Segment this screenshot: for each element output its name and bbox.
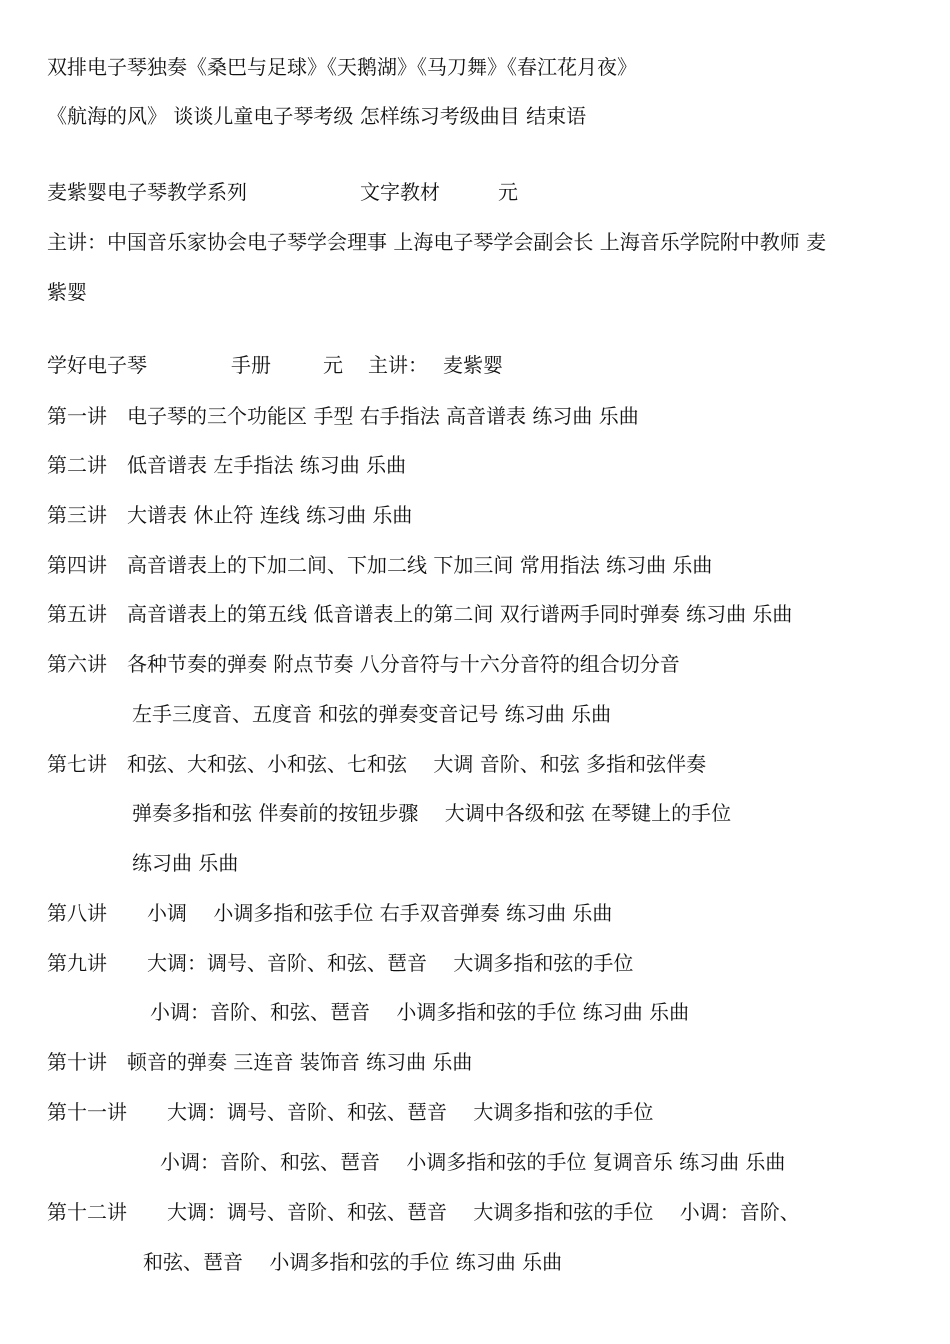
- series-price-unit: 元: [498, 180, 518, 204]
- lecture-12-line-1: 第十二讲 大调：调号、音阶、和弦、琶音 大调多指和弦的手位 小调：音阶、: [47, 1200, 800, 1224]
- intro-line-2: 《航海的风》 谈谈儿童电子琴考级 怎样练习考级曲目 结束语: [47, 104, 587, 128]
- lecture-3: 第三讲 大谱表 休止符 连线 练习曲 乐曲: [47, 503, 413, 527]
- lecture-7-line-3: 练习曲 乐曲: [132, 851, 239, 875]
- book-heading: [47, 351, 503, 379]
- series-heading: [47, 178, 518, 206]
- lecture-2: 第二讲 低音谱表 左手指法 练习曲 乐曲: [47, 453, 407, 477]
- lecture-10: 第十讲 顿音的弹奏 三连音 装饰音 练习曲 乐曲: [47, 1050, 473, 1074]
- intro-line-1: 双排电子琴独奏《桑巴与足球》《天鹅湖》《马刀舞》《春江花月夜》: [47, 55, 637, 79]
- series-lecturer-line-1: 主讲：中国音乐家协会电子琴学会理事 上海电子琴学会副会长 上海音乐学院附中教师 麦: [47, 230, 827, 254]
- lecture-6-line-1: 第六讲 各种节奏的弹奏 附点节奏 八分音符与十六分音符的组合切分音: [47, 652, 680, 676]
- lecture-5: 第五讲 高音谱表上的第五线 低音谱表上的第二间 双行谱两手同时弹奏 练习曲 乐曲: [47, 602, 793, 626]
- lecture-11-line-2: 小调：音阶、和弦、琶音 小调多指和弦的手位 复调音乐 练习曲 乐曲: [160, 1150, 786, 1174]
- lecture-4: 第四讲 高音谱表上的下加二间、下加二线 下加三间 常用指法 练习曲 乐曲: [47, 553, 713, 577]
- lecture-7-line-1: 第七讲 和弦、大和弦、小和弦、七和弦 大调 音阶、和弦 多指和弦伴奏: [47, 752, 707, 776]
- lecture-11-line-1: 第十一讲 大调：调号、音阶、和弦、琶音 大调多指和弦的手位: [47, 1100, 654, 1124]
- lecture-7-line-2: 弹奏多指和弦 伴奏前的按钮步骤 大调中各级和弦 在琴键上的手位: [132, 801, 732, 825]
- lecture-8: 第八讲 小调 小调多指和弦手位 右手双音弹奏 练习曲 乐曲: [47, 901, 613, 925]
- lecture-1: 第一讲 电子琴的三个功能区 手型 右手指法 高音谱表 练习曲 乐曲: [47, 404, 639, 428]
- lecture-9-line-1: 第九讲 大调：调号、音阶、和弦、琶音 大调多指和弦的手位: [47, 951, 634, 975]
- series-material: 文字教材: [360, 180, 440, 204]
- series-lecturer-line-2: 紫婴: [47, 280, 87, 304]
- book-title: 学好电子琴: [47, 353, 147, 377]
- lecture-12-line-2: 和弦、琶音 小调多指和弦的手位 练习曲 乐曲: [143, 1250, 563, 1274]
- book-price-unit: 元: [323, 353, 343, 377]
- book-lecturer-label: 主讲：: [368, 353, 428, 377]
- lecture-9-line-2: 小调：音阶、和弦、琶音 小调多指和弦的手位 练习曲 乐曲: [150, 1000, 690, 1024]
- book-type: 手册: [231, 353, 271, 377]
- book-lecturer-name: 麦紫婴: [443, 353, 503, 377]
- lecture-6-line-2: 左手三度音、五度音 和弦的弹奏变音记号 练习曲 乐曲: [132, 702, 612, 726]
- series-title: 麦紫婴电子琴教学系列: [47, 180, 247, 204]
